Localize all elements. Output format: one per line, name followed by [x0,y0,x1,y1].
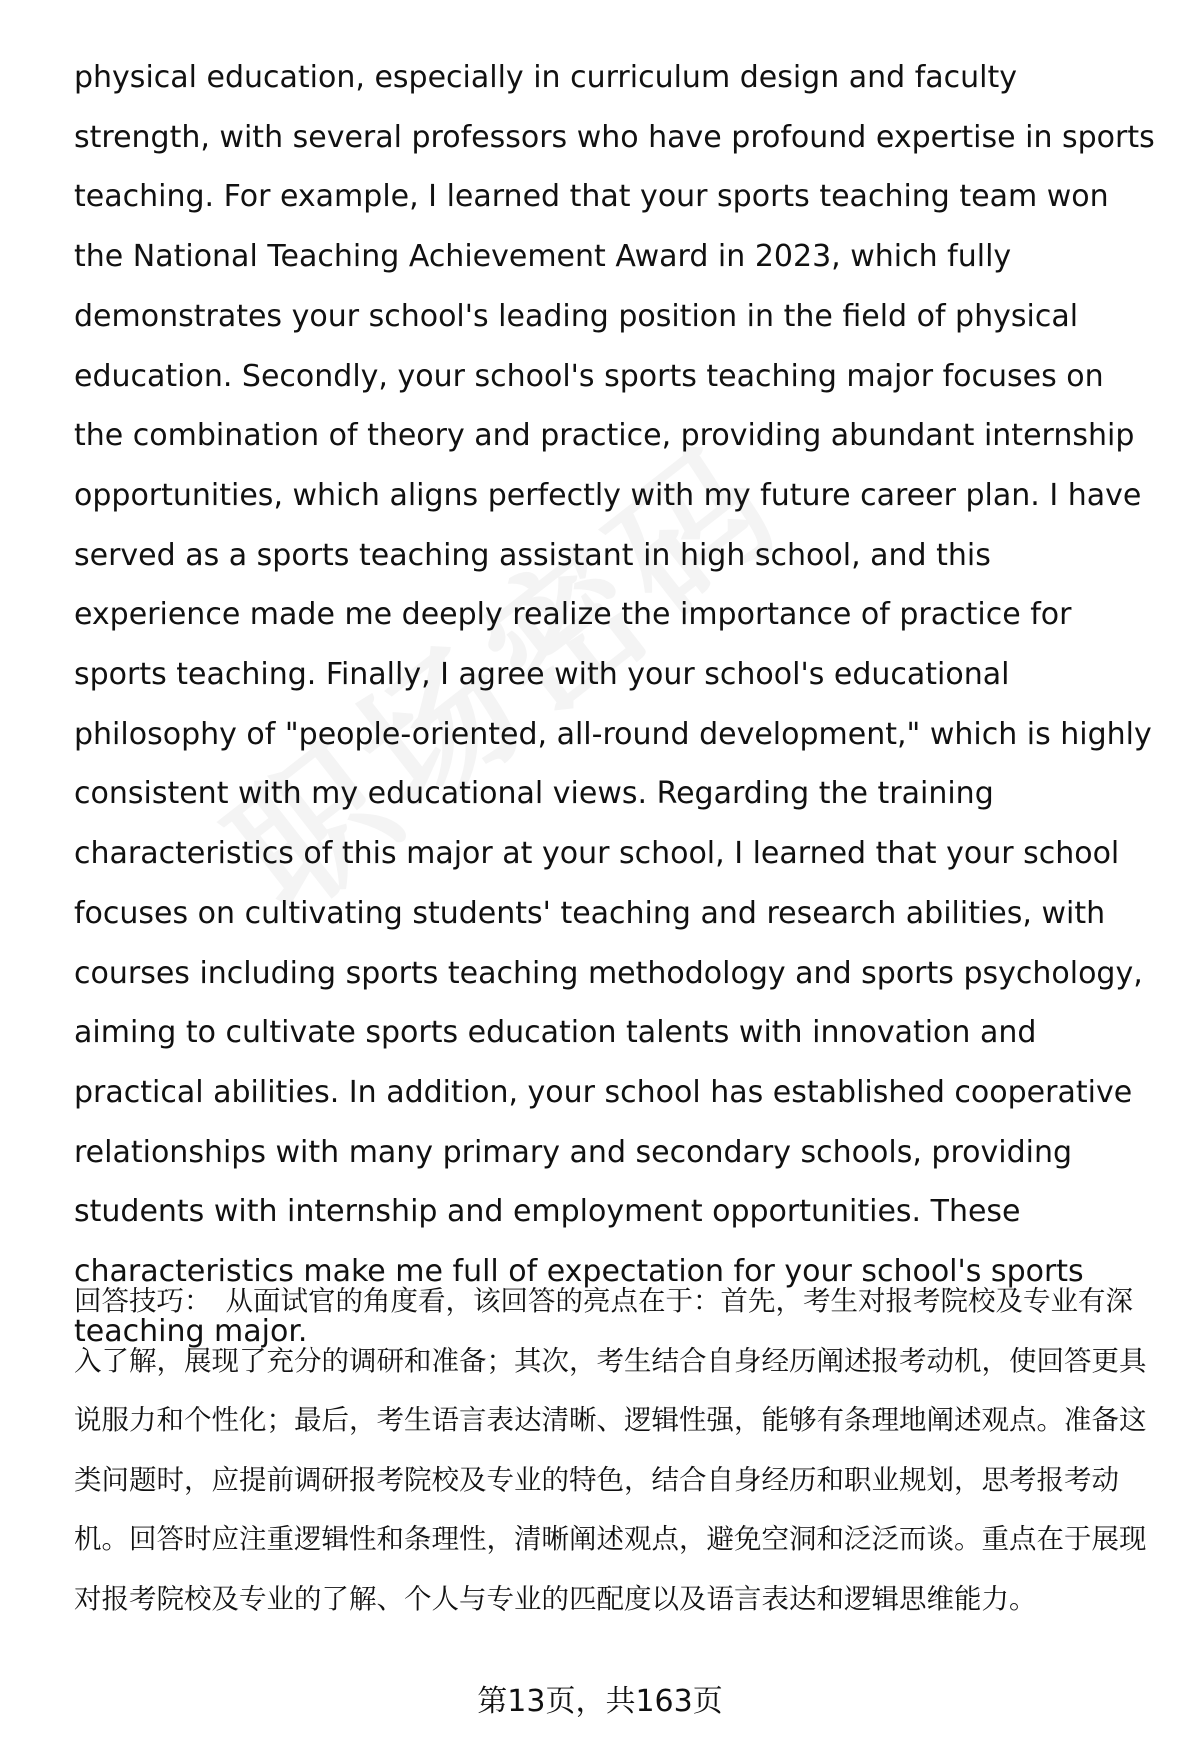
answer-tip-paragraph [74,1272,1160,1629]
answer-tip-label: 回答技巧： [74,1285,212,1317]
answer-tip-text: 从面试官的角度看，该回答的亮点在于：首先，考生对报考院校及专业有深入了解，展现了充分的调研和准备；其次，考生结合自身经历阐述报考动机，使回答更具说服力和个性化；最后，考生语言表达清晰、逻辑性强，能够有条理地阐述观点。准备这类问题时，应提前调研报考院校及专业的特色，结合自身经历和职业规划，思考报考动机。回答时应注重逻辑性和条理性，清晰阐述观点，避免空洞和泛泛而谈。重点在于展现对报考院校及专业的了解、个人与专业的匹配度以及语言表达和逻辑思维能力。 [74,1285,1147,1615]
page-number: 第13页，共163页 [477,1684,723,1719]
answer-paragraph: physical education, especially in curriculum design and faculty strength, with several professors who have profound expertise in sports teaching. For example, I learned that your sports teaching team won the National Teaching Achievement Award in 2023, which fully demonstrates your school's leading position in the field of physical education. Secondly, your school's sports teaching major focuses on the combination of theory and practice, providing abundant internship opportunities, which aligns perfectly with my future career plan. I have served as a sports teaching assistant in high school, and this experience made me deeply realize the importance of practice for sports teaching. Finally, I agree with your school's educational philosophy of "people-oriented, all-round development," which is highly consistent with my educational views. Regarding the training characteristics of this major at your school, I learned that your school focuses on cultivating students' teaching and research abilities, with courses including sports teaching methodology and sports psychology, aiming to cultivate sports education talents with innovation and practical abilities. In addition, your school has established cooperative relationships with many primary and secondary schools, providing students with internship and employment opportunities. These characteristics make me full of expectation for your school's sports teaching major. [74,60,1155,1349]
